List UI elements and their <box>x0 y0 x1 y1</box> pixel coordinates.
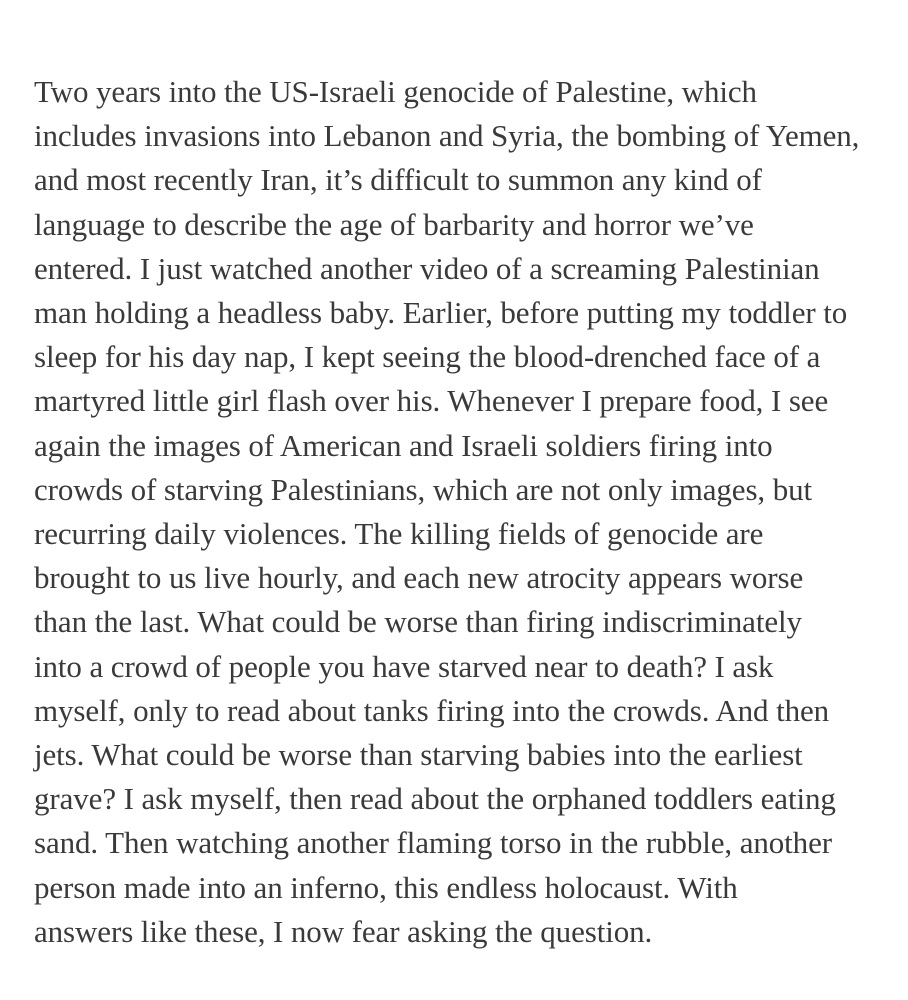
paragraph-line: answers like these, I now fear asking the question. <box>34 913 653 949</box>
paragraph-line: entered. I just watched another video of a screaming Palestinian <box>34 250 820 286</box>
paragraph-line: recurring daily violences. The killing fields of genocide are <box>34 516 764 552</box>
paragraph-line: again the images of American and Israeli soldiers firing into <box>34 427 773 463</box>
paragraph-line: sleep for his day nap, I kept seeing the blood-drenched face of a <box>34 339 821 375</box>
paragraph-line: into a crowd of people you have starved near to death? I ask <box>34 648 774 684</box>
paragraph-line: language to describe the age of barbarity and horror we’ve <box>34 206 754 242</box>
paragraph-line: includes invasions into Lebanon and Syria, the bombing of Yemen, <box>34 118 860 154</box>
paragraph-line: Two years into the US-Israeli genocide of Palestine, which <box>34 74 757 109</box>
paragraph-line: man holding a headless baby. Earlier, before putting my toddler to <box>34 295 848 331</box>
paragraph-line: brought to us live hourly, and each new atrocity appears worse <box>34 560 804 596</box>
article-paragraph <box>34 70 894 954</box>
paragraph-line: person made into an inferno, this endless holocaust. With <box>34 869 738 905</box>
paragraph-line: sand. Then watching another flaming torso in the rubble, another <box>34 825 832 861</box>
paragraph-line: grave? I ask myself, then read about the orphaned toddlers eating <box>34 781 836 817</box>
paragraph-line: than the last. What could be worse than firing indiscriminately <box>34 604 802 640</box>
paragraph-line: crowds of starving Palestinians, which are not only images, but <box>34 471 813 507</box>
paragraph-line: and most recently Iran, it’s difficult to summon any kind of <box>34 162 762 198</box>
paragraph-line: jets. What could be worse than starving babies into the earliest <box>34 737 803 773</box>
paragraph-line: myself, only to read about tanks firing into the crowds. And then <box>34 692 830 728</box>
paragraph-line: martyred little girl flash over his. Whenever I prepare food, I see <box>34 383 829 419</box>
